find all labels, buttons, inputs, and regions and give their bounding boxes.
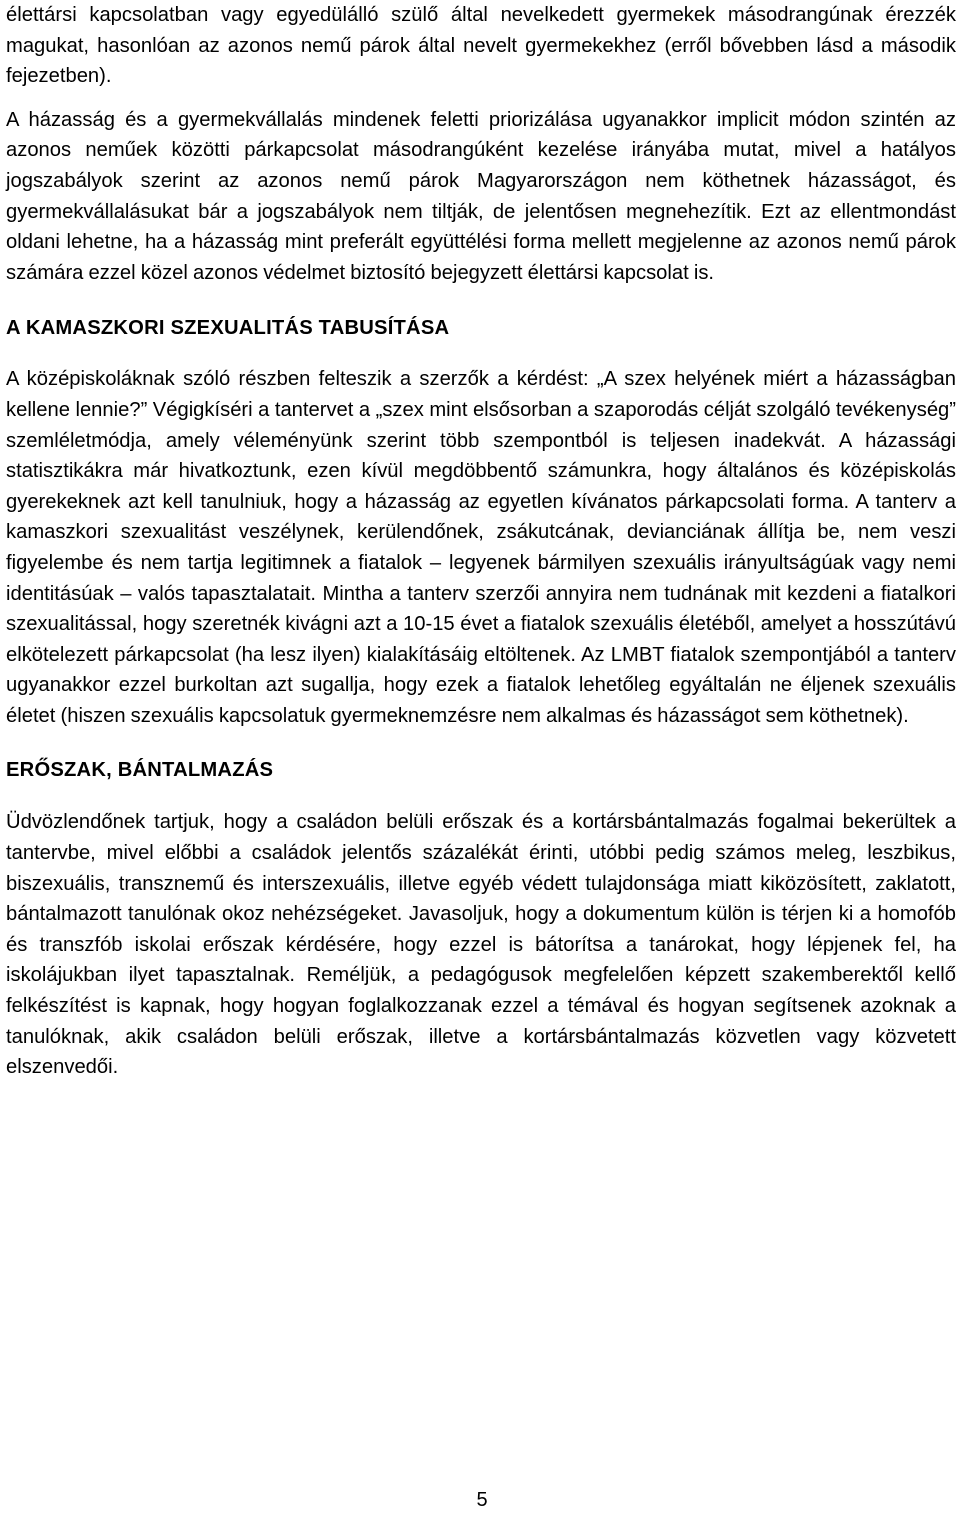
section-heading-violence: ERŐSZAK, BÁNTALMAZÁS xyxy=(6,759,274,782)
page-number: 5 xyxy=(476,1489,488,1511)
paragraph-marriage-priority: A házasság és a gyermekvállalás mindenek feletti priorizálása ugyanakkor implicit módon szintén az azonos neműek közötti párkapcsolat másodrangúként kezelése irányába mutat, mivel a hatályos jogszabályok szerint az azonos nemű párok Magyarországon nem köthetnek házasságot, és gyermekvállalásukat bár a jogszabályok nem tiltják, de jelentősen megnehezítik. Ezt az ellentmondást oldani lehetne, ha a házasság mint preferált együttélési forma mellett megjelenne az azonos nemű párok számára ezzel közel azonos védelmet biztosító bejegyzett élettársi kapcsolat is. xyxy=(6,108,956,284)
paragraph-intro-continuation: élettársi kapcsolatban vagy egyedülálló szülő által nevelkedett gyermekek másodrangúnak érezzék magukat, hasonlóan az azonos nemű párok által nevelt gyermekekhez (erről bővebben lásd a második fejezetben). xyxy=(6,4,956,88)
document-page xyxy=(6,0,956,1083)
paragraph-teen-sexuality: A középiskoláknak szóló részben felteszik a szerzők a kérdést: „A szex helyének miért a házasságban kellene lennie?” Végigkíséri a tantervet a „szex mint elsősorban a szaporodás célját szolgáló tevékenység” szemléletmódja, amely véleményünk szerint több szempontból is teljesen inadekvát. A házassági statisztikákra már hivatkoztunk, ezen kívül megdöbbentő számunkra, hogy általános és középiskolás gyerekeknek azt kell tanulniuk, hogy a házasság az egyetlen kívánatos párkapcsolati forma. A tanterv a kamaszkori szexualitást veszélynek, kerülendőnek, zsákutcának, devianciának állítja be, nem veszi figyelembe és nem tartja legitimnek a fiatalok – legyenek bármilyen szexuális irányultságúak vagy nemi identitásúak – valós tapasztalatait. Mintha a tanterv szerzői annyira nem tudnának mit kezdeni a fiatalkori szexualitással, hogy szeretnék kivágni azt a 10-15 évet a fiatalok szexuális életéből, amelyet a hosszútávú elkötelezett párkapcsolat (ha lesz ilyen) kialakításáig eltöltenek. Az LMBT fiatalok szempontjából a tanterv ugyanakkor ezzel burkoltan azt sugallja, hogy ezek a fiatalok lehetőleg egyáltalán ne éljenek szexuális életet (hiszen szexuális kapcsolatuk gyermeknemzésre nem alkalmas és házasságot sem köthetnek). xyxy=(6,368,956,727)
section-heading-teen-sexuality: A KAMASZKORI SZEXUALITÁS TABUSÍTÁSA xyxy=(6,317,450,340)
paragraph-violence: Üdvözlendőnek tartjuk, hogy a családon belüli erőszak és a kortársbántalmazás fogalmai bekerültek a tantervbe, mivel előbbi a családok jelentős százalékát érinti, utóbbi pedig számos meleg, leszbikus, biszexuális, transznemű és interszexuális, illetve egyéb védett tulajdonsága miatt kiközösített, zaklatott, bántalmazott tanulónak okoz nehézségeket. Javasoljuk, hogy a dokumentum külön is térjen ki a homofób és transzfób iskolai erőszak kérdésére, hogy ezzel is bátorítsa a tanárokat, hogy lépjenek fel, ha iskolájukban ilyet tapasztalnak. Reméljük, a pedagógusok megfelelően képzett szakemberektől kellő felkészítést is kapnak, hogy hogyan foglalkozzanak ezzel a témával és hogyan segítsenek azoknak a tanulóknak, akik családon belüli erőszak, illetve a kortársbántalmazás közvetlen vagy közvetett elszenvedői. xyxy=(6,811,956,1079)
